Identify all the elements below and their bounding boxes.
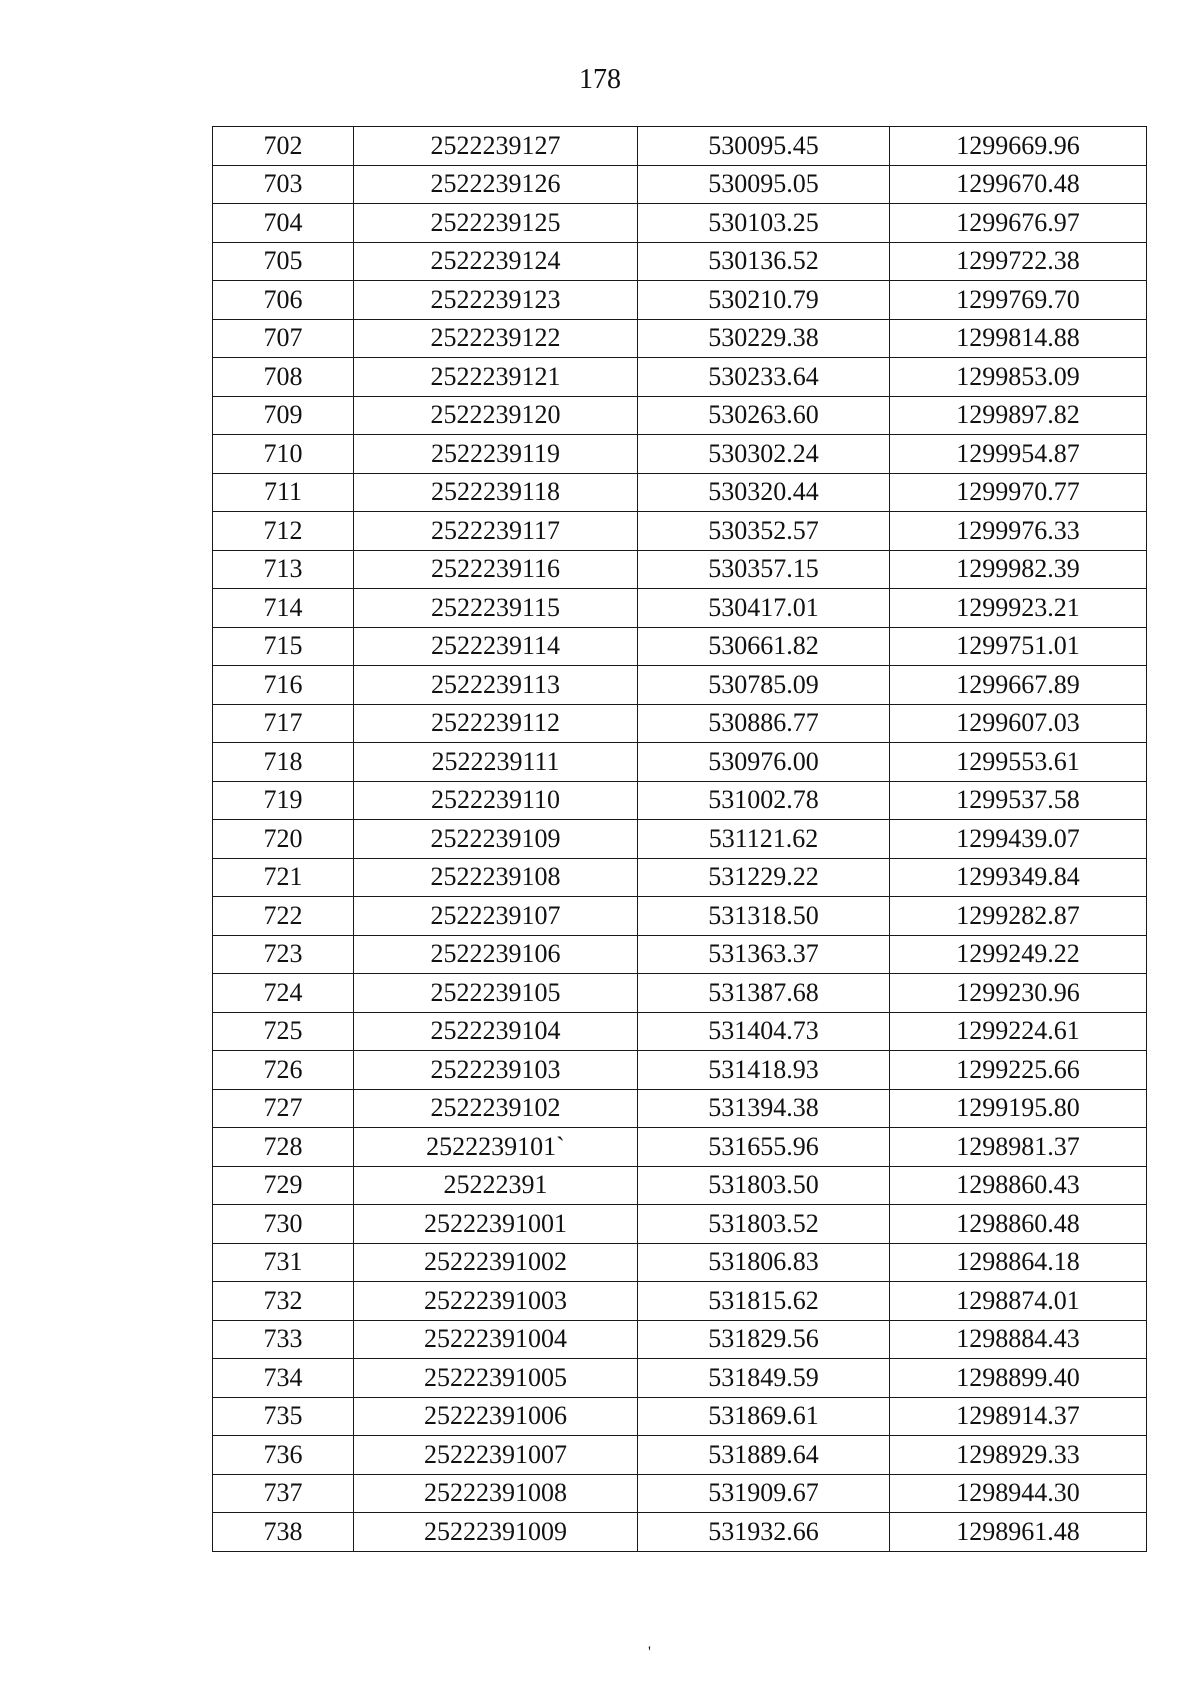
point-id-cell: 2522239109 [354,820,638,859]
x-coordinate-cell: 530352.57 [638,512,890,551]
table-row [213,242,1147,281]
x-coordinate-cell: 530320.44 [638,473,890,512]
y-coordinate-cell: 1299667.89 [890,666,1147,705]
point-id-cell: 2522239103 [354,1051,638,1090]
point-number-cell: 719 [213,781,354,820]
table-row [213,1359,1147,1398]
point-number-cell: 710 [213,435,354,474]
x-coordinate-cell: 531849.59 [638,1359,890,1398]
x-coordinate-cell: 530302.24 [638,435,890,474]
y-coordinate-cell: 1298944.30 [890,1474,1147,1513]
table-body [213,127,1147,1552]
x-coordinate-cell: 531418.93 [638,1051,890,1090]
table-row [213,319,1147,358]
point-id-cell: 2522239117 [354,512,638,551]
y-coordinate-cell: 1299982.39 [890,550,1147,589]
table-row [213,1205,1147,1244]
x-coordinate-cell: 530136.52 [638,242,890,281]
y-coordinate-cell: 1299607.03 [890,704,1147,743]
table-row [213,666,1147,705]
y-coordinate-cell: 1299349.84 [890,858,1147,897]
y-coordinate-cell: 1299970.77 [890,473,1147,512]
point-number-cell: 708 [213,358,354,397]
table-row [213,935,1147,974]
point-number-cell: 730 [213,1205,354,1244]
x-coordinate-cell: 531229.22 [638,858,890,897]
y-coordinate-cell: 1299769.70 [890,281,1147,320]
point-number-cell: 715 [213,627,354,666]
point-id-cell: 25222391006 [354,1397,638,1436]
table-row [213,627,1147,666]
y-coordinate-cell: 1298864.18 [890,1243,1147,1282]
table-row [213,1320,1147,1359]
point-number-cell: 711 [213,473,354,512]
x-coordinate-cell: 530661.82 [638,627,890,666]
x-coordinate-cell: 530095.45 [638,127,890,166]
point-number-cell: 738 [213,1513,354,1552]
table-row [213,1012,1147,1051]
point-id-cell: 25222391002 [354,1243,638,1282]
table-row [213,1166,1147,1205]
point-number-cell: 707 [213,319,354,358]
table-row [213,820,1147,859]
y-coordinate-cell: 1298914.37 [890,1397,1147,1436]
y-coordinate-cell: 1299537.58 [890,781,1147,820]
y-coordinate-cell: 1299282.87 [890,897,1147,936]
table-row [213,1243,1147,1282]
point-id-cell: 2522239115 [354,589,638,628]
y-coordinate-cell: 1298929.33 [890,1436,1147,1475]
point-id-cell: 2522239108 [354,858,638,897]
x-coordinate-cell: 531394.38 [638,1089,890,1128]
point-id-cell: 2522239101` [354,1128,638,1167]
x-coordinate-cell: 531655.96 [638,1128,890,1167]
point-number-cell: 727 [213,1089,354,1128]
point-id-cell: 25222391007 [354,1436,638,1475]
x-coordinate-cell: 531829.56 [638,1320,890,1359]
point-id-cell: 2522239116 [354,550,638,589]
y-coordinate-cell: 1299195.80 [890,1089,1147,1128]
x-coordinate-cell: 530785.09 [638,666,890,705]
footer-mark: ' [648,1644,651,1661]
x-coordinate-cell: 531002.78 [638,781,890,820]
point-number-cell: 713 [213,550,354,589]
point-id-cell: 2522239111 [354,743,638,782]
table-row [213,1474,1147,1513]
y-coordinate-cell: 1299923.21 [890,589,1147,628]
point-number-cell: 720 [213,820,354,859]
point-id-cell: 2522239122 [354,319,638,358]
point-number-cell: 717 [213,704,354,743]
y-coordinate-cell: 1298899.40 [890,1359,1147,1398]
y-coordinate-cell: 1299976.33 [890,512,1147,551]
point-number-cell: 726 [213,1051,354,1090]
point-id-cell: 2522239127 [354,127,638,166]
x-coordinate-cell: 531815.62 [638,1282,890,1321]
coordinates-table [212,126,1147,1552]
point-id-cell: 2522239121 [354,358,638,397]
point-number-cell: 734 [213,1359,354,1398]
point-id-cell: 2522239126 [354,165,638,204]
x-coordinate-cell: 530976.00 [638,743,890,782]
x-coordinate-cell: 531404.73 [638,1012,890,1051]
point-number-cell: 729 [213,1166,354,1205]
y-coordinate-cell: 1299249.22 [890,935,1147,974]
x-coordinate-cell: 531318.50 [638,897,890,936]
page-number: 178 [579,64,621,95]
point-number-cell: 721 [213,858,354,897]
table-row [213,1128,1147,1167]
x-coordinate-cell: 531909.67 [638,1474,890,1513]
x-coordinate-cell: 530210.79 [638,281,890,320]
point-number-cell: 724 [213,974,354,1013]
point-number-cell: 737 [213,1474,354,1513]
point-id-cell: 2522239125 [354,204,638,243]
table-row [213,781,1147,820]
point-number-cell: 712 [213,512,354,551]
point-id-cell: 25222391004 [354,1320,638,1359]
y-coordinate-cell: 1299553.61 [890,743,1147,782]
point-number-cell: 709 [213,396,354,435]
point-id-cell: 2522239119 [354,435,638,474]
x-coordinate-cell: 530357.15 [638,550,890,589]
table-row [213,858,1147,897]
y-coordinate-cell: 1298981.37 [890,1128,1147,1167]
y-coordinate-cell: 1299224.61 [890,1012,1147,1051]
table-row [213,473,1147,512]
point-id-cell: 2522239110 [354,781,638,820]
table-row [213,1513,1147,1552]
point-number-cell: 728 [213,1128,354,1167]
point-id-cell: 2522239107 [354,897,638,936]
point-id-cell: 2522239113 [354,666,638,705]
y-coordinate-cell: 1299230.96 [890,974,1147,1013]
point-id-cell: 2522239106 [354,935,638,974]
x-coordinate-cell: 531121.62 [638,820,890,859]
x-coordinate-cell: 530103.25 [638,204,890,243]
table-row [213,704,1147,743]
point-id-cell: 25222391001 [354,1205,638,1244]
point-id-cell: 2522239120 [354,396,638,435]
point-id-cell: 25222391 [354,1166,638,1205]
table-row [213,1089,1147,1128]
table-row [213,897,1147,936]
point-id-cell: 2522239124 [354,242,638,281]
y-coordinate-cell: 1299722.38 [890,242,1147,281]
y-coordinate-cell: 1299853.09 [890,358,1147,397]
point-id-cell: 2522239104 [354,1012,638,1051]
point-number-cell: 725 [213,1012,354,1051]
point-number-cell: 733 [213,1320,354,1359]
x-coordinate-cell: 530229.38 [638,319,890,358]
table-row [213,281,1147,320]
table-row [213,974,1147,1013]
y-coordinate-cell: 1299751.01 [890,627,1147,666]
y-coordinate-cell: 1299954.87 [890,435,1147,474]
x-coordinate-cell: 530886.77 [638,704,890,743]
table-row [213,1282,1147,1321]
y-coordinate-cell: 1298961.48 [890,1513,1147,1552]
x-coordinate-cell: 531363.37 [638,935,890,974]
x-coordinate-cell: 530263.60 [638,396,890,435]
point-id-cell: 25222391008 [354,1474,638,1513]
table-row [213,743,1147,782]
y-coordinate-cell: 1299669.96 [890,127,1147,166]
point-number-cell: 702 [213,127,354,166]
x-coordinate-cell: 531889.64 [638,1436,890,1475]
point-id-cell: 2522239102 [354,1089,638,1128]
y-coordinate-cell: 1299897.82 [890,396,1147,435]
point-id-cell: 25222391005 [354,1359,638,1398]
point-number-cell: 723 [213,935,354,974]
table-row [213,1436,1147,1475]
x-coordinate-cell: 530095.05 [638,165,890,204]
x-coordinate-cell: 531932.66 [638,1513,890,1552]
y-coordinate-cell: 1299814.88 [890,319,1147,358]
y-coordinate-cell: 1298874.01 [890,1282,1147,1321]
table-row [213,204,1147,243]
table-row [213,165,1147,204]
x-coordinate-cell: 531869.61 [638,1397,890,1436]
table-row [213,435,1147,474]
table-row [213,512,1147,551]
point-number-cell: 704 [213,204,354,243]
coordinates-table-container [212,126,1146,1552]
y-coordinate-cell: 1298884.43 [890,1320,1147,1359]
table-row [213,550,1147,589]
point-number-cell: 731 [213,1243,354,1282]
point-id-cell: 2522239123 [354,281,638,320]
table-row [213,358,1147,397]
point-id-cell: 2522239114 [354,627,638,666]
y-coordinate-cell: 1299439.07 [890,820,1147,859]
x-coordinate-cell: 530417.01 [638,589,890,628]
x-coordinate-cell: 531387.68 [638,974,890,1013]
x-coordinate-cell: 531803.52 [638,1205,890,1244]
point-number-cell: 706 [213,281,354,320]
point-number-cell: 732 [213,1282,354,1321]
table-row [213,127,1147,166]
table-row [213,396,1147,435]
point-number-cell: 703 [213,165,354,204]
point-id-cell: 2522239118 [354,473,638,512]
point-id-cell: 2522239112 [354,704,638,743]
point-number-cell: 735 [213,1397,354,1436]
point-number-cell: 722 [213,897,354,936]
x-coordinate-cell: 530233.64 [638,358,890,397]
x-coordinate-cell: 531806.83 [638,1243,890,1282]
y-coordinate-cell: 1298860.43 [890,1166,1147,1205]
point-number-cell: 705 [213,242,354,281]
point-id-cell: 25222391003 [354,1282,638,1321]
y-coordinate-cell: 1299676.97 [890,204,1147,243]
y-coordinate-cell: 1299670.48 [890,165,1147,204]
point-id-cell: 25222391009 [354,1513,638,1552]
y-coordinate-cell: 1298860.48 [890,1205,1147,1244]
point-number-cell: 736 [213,1436,354,1475]
point-number-cell: 718 [213,743,354,782]
table-row [213,589,1147,628]
y-coordinate-cell: 1299225.66 [890,1051,1147,1090]
table-row [213,1051,1147,1090]
point-number-cell: 714 [213,589,354,628]
table-row [213,1397,1147,1436]
x-coordinate-cell: 531803.50 [638,1166,890,1205]
point-id-cell: 2522239105 [354,974,638,1013]
point-number-cell: 716 [213,666,354,705]
